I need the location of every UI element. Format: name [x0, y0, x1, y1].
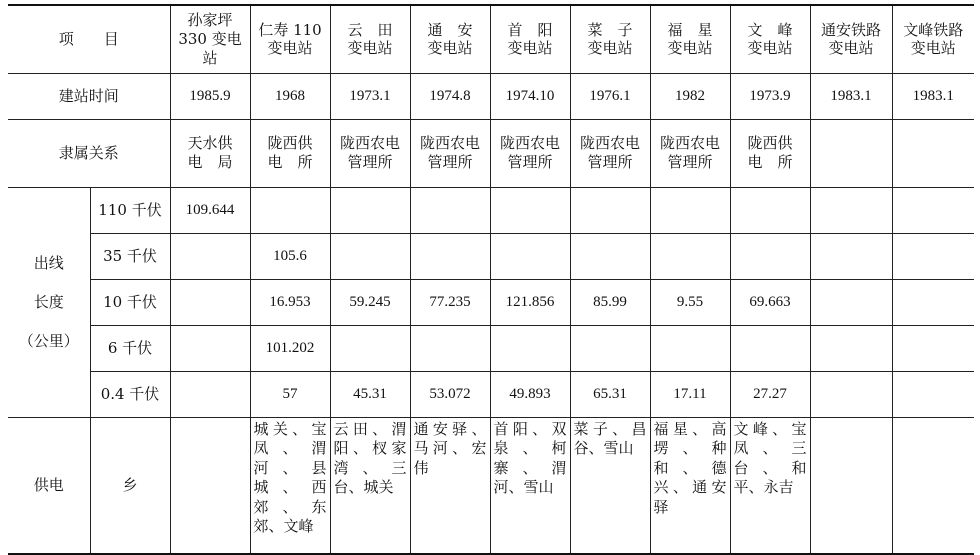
- line-length-cell: [892, 187, 974, 233]
- substation-table: [8, 4, 974, 555]
- line-length-row-110kv: [8, 187, 974, 233]
- supply-label-2: 乡: [90, 417, 170, 554]
- affiliation-cell: 陇西农电 管理所: [650, 119, 730, 187]
- line-length-cell: [810, 325, 892, 371]
- line-length-cell: 109.644: [170, 187, 250, 233]
- affiliation-cell: 陇西农电 管理所: [410, 119, 490, 187]
- line-length-cell: [730, 187, 810, 233]
- line-length-cell: [330, 187, 410, 233]
- line-length-cell: [490, 233, 570, 279]
- line-length-cell: [892, 371, 974, 417]
- build-time-cell: 1968: [250, 73, 330, 119]
- build-time-cell: 1983.1: [892, 73, 974, 119]
- build-time-label: 建站时间: [8, 73, 170, 119]
- line-length-cell: [490, 325, 570, 371]
- line-length-label-2: 长度: [33, 292, 64, 311]
- station-header: 文 峰 变电站: [730, 5, 810, 73]
- station-header: 通 安 变电站: [410, 5, 490, 73]
- affiliation-cell: [892, 119, 974, 187]
- station-header: 仁寿 110 变电站: [250, 5, 330, 73]
- line-length-cell: 65.31: [570, 371, 650, 417]
- build-time-cell: 1983.1: [810, 73, 892, 119]
- line-length-cell: [730, 233, 810, 279]
- build-time-row: [8, 73, 974, 119]
- line-length-cell: [170, 279, 250, 325]
- station-header: 云 田 变电站: [330, 5, 410, 73]
- line-length-label-1: 出线: [33, 253, 64, 272]
- line-length-cell: [650, 325, 730, 371]
- affiliation-cell: 陇西供 电 所: [730, 119, 810, 187]
- voltage-label: 6 千伏: [90, 325, 170, 371]
- line-length-cell: [892, 233, 974, 279]
- line-length-cell: [810, 371, 892, 417]
- affiliation-cell: 陇西供 电 所: [250, 119, 330, 187]
- supply-cell: [170, 417, 250, 554]
- line-length-cell: [170, 371, 250, 417]
- build-time-cell: 1973.1: [330, 73, 410, 119]
- line-length-cell: 101.202: [250, 325, 330, 371]
- line-length-cell: [410, 233, 490, 279]
- supply-cell: 文峰、宝凤、三台、和平、永吉: [730, 417, 810, 554]
- line-length-cell: 45.31: [330, 371, 410, 417]
- supply-cell: 通安驿、马河、宏伟: [410, 417, 490, 554]
- affiliation-cell: 陇西农电 管理所: [490, 119, 570, 187]
- build-time-cell: 1974.10: [490, 73, 570, 119]
- line-length-cell: 27.27: [730, 371, 810, 417]
- line-length-cell: 17.11: [650, 371, 730, 417]
- line-length-cell: [570, 233, 650, 279]
- line-length-cell: 53.072: [410, 371, 490, 417]
- line-length-cell: [570, 187, 650, 233]
- line-length-cell: 85.99: [570, 279, 650, 325]
- line-length-group-label: [8, 187, 90, 417]
- station-header: 通安铁路 变电站: [810, 5, 892, 73]
- line-length-row-6kv: [8, 325, 974, 371]
- line-length-cell: [570, 325, 650, 371]
- line-length-cell: [410, 325, 490, 371]
- station-header: 菜 子 变电站: [570, 5, 650, 73]
- supply-row: [8, 417, 974, 554]
- affiliation-cell: 陇西农电 管理所: [330, 119, 410, 187]
- line-length-cell: 121.856: [490, 279, 570, 325]
- supply-cell: 城关、宝凤、渭河、县城、西郊、东郊、文峰: [250, 417, 330, 554]
- line-length-cell: [650, 233, 730, 279]
- supply-cell: [892, 417, 974, 554]
- supply-cell: [810, 417, 892, 554]
- project-header-cell: 项 目: [8, 5, 170, 73]
- build-time-cell: 1973.9: [730, 73, 810, 119]
- line-length-cell: 69.663: [730, 279, 810, 325]
- line-length-cell: [730, 325, 810, 371]
- affiliation-cell: 天水供 电 局: [170, 119, 250, 187]
- line-length-cell: [250, 187, 330, 233]
- station-header: 首 阳 变电站: [490, 5, 570, 73]
- supply-cell: 首阳、双泉、柯寨、渭河、雪山: [490, 417, 570, 554]
- affiliation-row: [8, 119, 974, 187]
- voltage-label: 0.4 千伏: [90, 371, 170, 417]
- station-header: 文峰铁路 变电站: [892, 5, 974, 73]
- line-length-cell: [170, 325, 250, 371]
- affiliation-cell: 陇西农电 管理所: [570, 119, 650, 187]
- build-time-cell: 1976.1: [570, 73, 650, 119]
- line-length-cell: [810, 187, 892, 233]
- header-row: [8, 5, 974, 73]
- station-header: 福 星 变电站: [650, 5, 730, 73]
- line-length-cell: 9.55: [650, 279, 730, 325]
- build-time-cell: 1982: [650, 73, 730, 119]
- line-length-cell: [170, 233, 250, 279]
- supply-cell: 福星、高塄、种和、德兴、通安驿: [650, 417, 730, 554]
- voltage-label: 10 千伏: [90, 279, 170, 325]
- line-length-cell: 59.245: [330, 279, 410, 325]
- line-length-cell: [810, 279, 892, 325]
- station-header: 孙家坪 330 变电 站: [170, 5, 250, 73]
- line-length-row-10kv: [8, 279, 974, 325]
- line-length-cell: [330, 233, 410, 279]
- line-length-cell: 16.953: [250, 279, 330, 325]
- line-length-cell: [330, 325, 410, 371]
- affiliation-label: 隶属关系: [8, 119, 170, 187]
- supply-cell: 菜子、昌谷、雪山: [570, 417, 650, 554]
- affiliation-cell: [810, 119, 892, 187]
- line-length-cell: [410, 187, 490, 233]
- supply-label-1: 供电: [8, 417, 90, 554]
- voltage-label: 35 千伏: [90, 233, 170, 279]
- voltage-label: 110 千伏: [90, 187, 170, 233]
- line-length-cell: 49.893: [490, 371, 570, 417]
- line-length-cell: 77.235: [410, 279, 490, 325]
- line-length-row-0-4kv: [8, 371, 974, 417]
- line-length-cell: [490, 187, 570, 233]
- build-time-cell: 1974.8: [410, 73, 490, 119]
- supply-cell: 云田、渭阳、杈家湾、三台、城关: [330, 417, 410, 554]
- line-length-cell: [810, 233, 892, 279]
- line-length-cell: [650, 187, 730, 233]
- line-length-label-3: （公里）: [18, 331, 79, 350]
- build-time-cell: 1985.9: [170, 73, 250, 119]
- line-length-cell: 57: [250, 371, 330, 417]
- line-length-cell: [892, 325, 974, 371]
- line-length-row-35kv: [8, 233, 974, 279]
- line-length-cell: [892, 279, 974, 325]
- line-length-cell: 105.6: [250, 233, 330, 279]
